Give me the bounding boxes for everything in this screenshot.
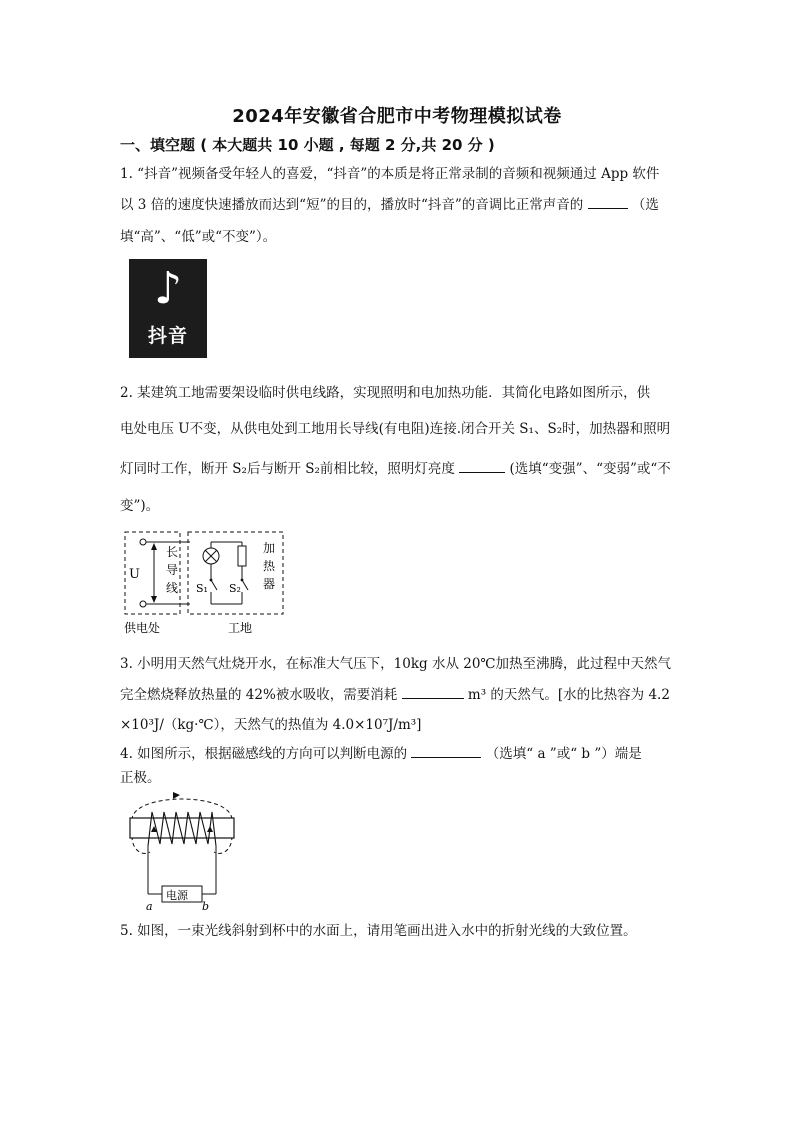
solenoid-diagram: [116, 790, 246, 912]
q3-line-2-tail: m³ 的天然气。[水的比热容为 4.2: [467, 687, 670, 703]
q3-line-3: ×10³J/（kg·℃），天然气的热值为 4.0×10⁷J/m³]: [120, 717, 422, 733]
switch-s2: [242, 580, 248, 590]
q1-answer-blank[interactable]: [588, 196, 628, 209]
music-note-icon: ♪: [153, 263, 183, 314]
heater-label-1: 加: [263, 541, 276, 555]
wire-label-3: 线: [166, 581, 179, 595]
q1-line-1: 1. “抖音”视频备受年轻人的喜爱，“抖音”的本质是将正常录制的音频和视频通过 App 软件: [120, 166, 660, 182]
wire-label-1: 长: [166, 545, 179, 559]
supply-caption: 供电处: [124, 621, 161, 635]
s1-label: S₁: [196, 582, 208, 595]
q3-line-2-text: 完全燃烧释放热量的 42%被水吸收，需要消耗: [120, 687, 398, 703]
circuit-diagram: [118, 528, 290, 640]
terminal-top: [140, 539, 146, 545]
q5-line-1: 5. 如图，一束光线斜射到杯中的水面上，请用笔画出进入水中的折射光线的大致位置。: [120, 923, 637, 939]
q1-line-2-tail: （选: [631, 197, 659, 213]
section-heading: 一、填空题 ( 本大题共 10 小题 , 每题 2 分,共 20 分 ): [120, 136, 495, 154]
q3-line-1: 3. 小明用天然气灶烧开水，在标准大气压下，10kg 水从 20℃加热至沸腾，此过程中天然气: [120, 656, 672, 672]
field-arrow-icon: [173, 792, 180, 799]
switch-s1: [211, 580, 217, 590]
arrow-head-top: [151, 543, 157, 550]
power-source-label: 电源: [166, 889, 188, 902]
q3-answer-blank[interactable]: [402, 686, 464, 699]
heater-resistor: [238, 546, 246, 566]
site-caption: 工地: [228, 621, 253, 635]
heater-label-3: 器: [263, 577, 276, 591]
q2-line-3: [120, 457, 671, 477]
q1-line-2: [120, 193, 659, 213]
q4-answer-blank[interactable]: [411, 745, 481, 758]
terminal-b-label: b: [202, 900, 210, 912]
q2-line-4: 变”)。: [120, 498, 160, 514]
wire-label-2: 导: [166, 563, 179, 577]
terminal-a-label: a: [146, 900, 153, 912]
s2-label: S₂: [229, 582, 241, 595]
q3-line-2: [120, 683, 670, 703]
magnetic-field-line: [132, 799, 232, 820]
q4-line-1-tail: （选填“ a ”或“ b ”）端是: [485, 746, 642, 762]
q4-line-2: 正极。: [120, 770, 161, 786]
q4-line-1: [120, 742, 642, 762]
douyin-logo-label: 抖音: [147, 325, 188, 347]
q2-line-3-tail: (选填“变强”、“变弱”或“不: [509, 461, 671, 477]
q1-line-3: 填“高”、“低”或“不变”）。: [120, 229, 277, 245]
voltage-label: U: [129, 567, 140, 582]
q4-line-1-text: 4. 如图所示，根据磁感线的方向可以判断电源的: [120, 746, 408, 762]
arrow-head-bottom: [151, 596, 157, 603]
q2-answer-blank[interactable]: [459, 460, 505, 473]
page-title: 2024年安徽省合肥市中考物理模拟试卷: [232, 106, 562, 127]
q2-line-3-text: 灯同时工作，断开 S₂后与断开 S₂前相比较，照明灯亮度: [120, 461, 455, 477]
terminal-bottom: [140, 601, 146, 607]
douyin-logo: [129, 259, 207, 358]
q1-line-2-text: 以 3 倍的速度快速播放而达到“短”的目的，播放时“抖音”的音调比正常声音的: [120, 197, 584, 213]
q2-line-1: 2. 某建筑工地需要架设临时供电线路，实现照明和电加热功能．其简化电路如图所示，供: [120, 385, 651, 401]
heater-label-2: 热: [263, 559, 276, 573]
q2-line-2: 电处电压 U不变，从供电处到工地用长导线(有电阻)连接.闭合开关 S₁、S₂时，加热器和照明: [120, 421, 671, 437]
